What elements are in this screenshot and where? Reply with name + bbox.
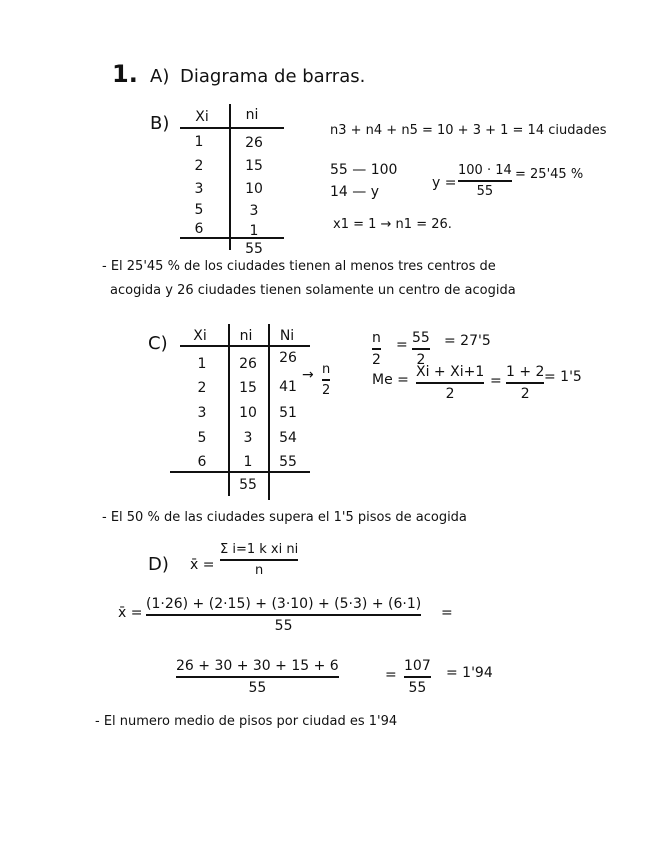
b-ni-5: 1 — [249, 223, 259, 239]
c-total: 55 — [239, 477, 257, 493]
b-conclusion-line-1: - El 25'45 % de los ciudades tienen al menos tres centros de — [102, 259, 496, 274]
c-header-xi: Xi — [193, 328, 207, 344]
b-eq-sum: n3 + n4 + n5 = 10 + 3 + 1 = 14 ciudades — [330, 123, 607, 138]
c-half-fraction-2 — [412, 330, 430, 368]
c-me-bar-2 — [506, 382, 544, 384]
c-ni-4: 3 — [243, 430, 253, 446]
d-expand-lhs: x̄ = — [118, 605, 143, 621]
c-ni-2: 15 — [239, 380, 257, 396]
c-column-rule-2 — [268, 324, 270, 500]
d-expand-equals: = — [441, 605, 453, 621]
c-ni-1: 26 — [239, 356, 257, 372]
d-sum-bar — [176, 676, 339, 678]
c-arrow-numerator: n — [322, 362, 331, 377]
c-Ni-2: 41 — [279, 379, 297, 395]
c-Ni-1: 26 — [279, 350, 297, 366]
d-conclusion: - El numero medio de pisos por ciudad es 1'94 — [95, 714, 398, 729]
part-b-label: B) — [150, 113, 170, 134]
b-total: 55 — [245, 241, 263, 257]
c-half-equals: = — [396, 337, 408, 353]
c-Ni-3: 51 — [279, 405, 297, 421]
c-total-rule — [170, 471, 310, 473]
b-y-denominator: 55 — [476, 183, 494, 199]
c-me-bar — [416, 382, 484, 384]
c-header-ni: ni — [239, 328, 253, 344]
c-half-bar — [372, 348, 381, 350]
d-mean-denominator: n — [254, 562, 264, 578]
d-result: = 1'94 — [446, 665, 493, 681]
b-rule-row-2: 14 — y — [330, 184, 379, 200]
b-ni-4: 3 — [249, 203, 259, 219]
b-column-rule — [229, 104, 231, 250]
b-y-result: = 25'45 % — [515, 167, 584, 182]
b-ni-3: 10 — [245, 181, 263, 197]
c-half-numerator-2: 55 — [412, 330, 430, 346]
part-a-text: Diagrama de barras. — [180, 66, 366, 87]
c-ni-3: 10 — [239, 405, 257, 421]
c-xi-5: 6 — [197, 454, 207, 470]
c-Ni-4: 54 — [279, 430, 297, 446]
d-mean-numerator: Σ i=1 k xi ni — [220, 542, 299, 557]
c-xi-2: 2 — [197, 380, 207, 396]
c-half-result: = 27'5 — [444, 333, 491, 349]
b-y-bar — [458, 180, 512, 182]
c-arrow: → — [302, 367, 314, 383]
d-mean-bar — [220, 559, 298, 561]
d-sum-fraction — [176, 658, 339, 696]
d-sum-numerator: 26 + 30 + 30 + 15 + 6 — [176, 658, 339, 674]
b-ni-2: 15 — [245, 158, 263, 174]
b-xi-4: 5 — [194, 202, 204, 218]
c-me-numerator-2: 1 + 2 — [506, 364, 545, 380]
d-result-denominator: 55 — [408, 679, 427, 696]
c-xi-3: 3 — [197, 405, 207, 421]
d-sum-denominator: 55 — [248, 679, 267, 696]
b-xi-1: 1 — [194, 134, 204, 150]
b-rule-row-1: 55 — 100 — [330, 162, 398, 178]
d-sum-equals: = — [385, 667, 397, 683]
c-half-denominator-2: 2 — [416, 351, 426, 368]
c-me-denominator: 2 — [445, 385, 455, 402]
b-header-rule — [180, 127, 284, 129]
d-mean-fraction — [220, 542, 298, 578]
c-xi-1: 1 — [197, 356, 207, 372]
c-me-lhs: Me = — [372, 372, 409, 388]
b-conclusion-line-2: acogida y 26 ciudades tienen solamente un centro de acogida — [110, 283, 516, 298]
d-result-fraction — [404, 658, 431, 696]
c-half-fraction — [372, 330, 381, 368]
d-expand-denominator: 55 — [274, 617, 293, 634]
c-me-numerator: Xi + Xi+1 — [416, 364, 485, 380]
b-xi-5: 6 — [194, 221, 204, 237]
b-y-numerator: 100 · 14 — [458, 163, 512, 178]
c-me-denominator-2: 2 — [520, 385, 530, 402]
c-me-result: = 1'5 — [544, 369, 582, 385]
c-me-fraction-2 — [506, 364, 544, 402]
d-result-numerator: 107 — [404, 658, 431, 674]
b-mode: x1 = 1 → n1 = 26. — [333, 217, 452, 232]
d-expand-bar — [146, 614, 421, 616]
part-d-label: D) — [148, 554, 169, 575]
c-me-fraction — [416, 364, 484, 402]
c-ni-5: 1 — [243, 454, 253, 470]
c-xi-4: 5 — [197, 430, 207, 446]
b-y-fraction — [458, 163, 512, 199]
c-half-denominator: 2 — [372, 351, 381, 368]
b-total-rule — [180, 237, 284, 239]
b-ni-1: 26 — [245, 135, 263, 151]
c-half-numerator: n — [372, 330, 381, 346]
c-header-Ni: Ni — [279, 328, 295, 344]
d-expand-numerator: (1·26) + (2·15) + (3·10) + (5·3) + (6·1) — [146, 596, 422, 612]
c-Ni-5: 55 — [279, 454, 297, 470]
c-header-rule — [180, 345, 310, 347]
part-c-label: C) — [148, 333, 168, 354]
d-result-bar — [404, 676, 431, 678]
exercise-number: 1. — [112, 60, 138, 88]
d-expand-fraction — [146, 596, 421, 634]
b-y-lhs: y = — [432, 175, 457, 191]
c-arrow-fraction — [322, 362, 330, 398]
b-xi-3: 3 — [194, 181, 204, 197]
part-a-label: A) — [150, 66, 170, 87]
c-arrow-denominator: 2 — [322, 382, 331, 398]
c-conclusion: - El 50 % de las ciudades supera el 1'5 pisos de acogida — [102, 510, 467, 525]
b-xi-2: 2 — [194, 158, 204, 174]
d-mean-lhs: x̄ = — [190, 557, 215, 573]
c-half-bar-2 — [412, 348, 430, 350]
c-arrow-bar — [322, 379, 330, 381]
c-me-equals: = — [490, 373, 502, 389]
b-header-xi: Xi — [195, 109, 209, 125]
b-header-ni: ni — [245, 107, 259, 123]
